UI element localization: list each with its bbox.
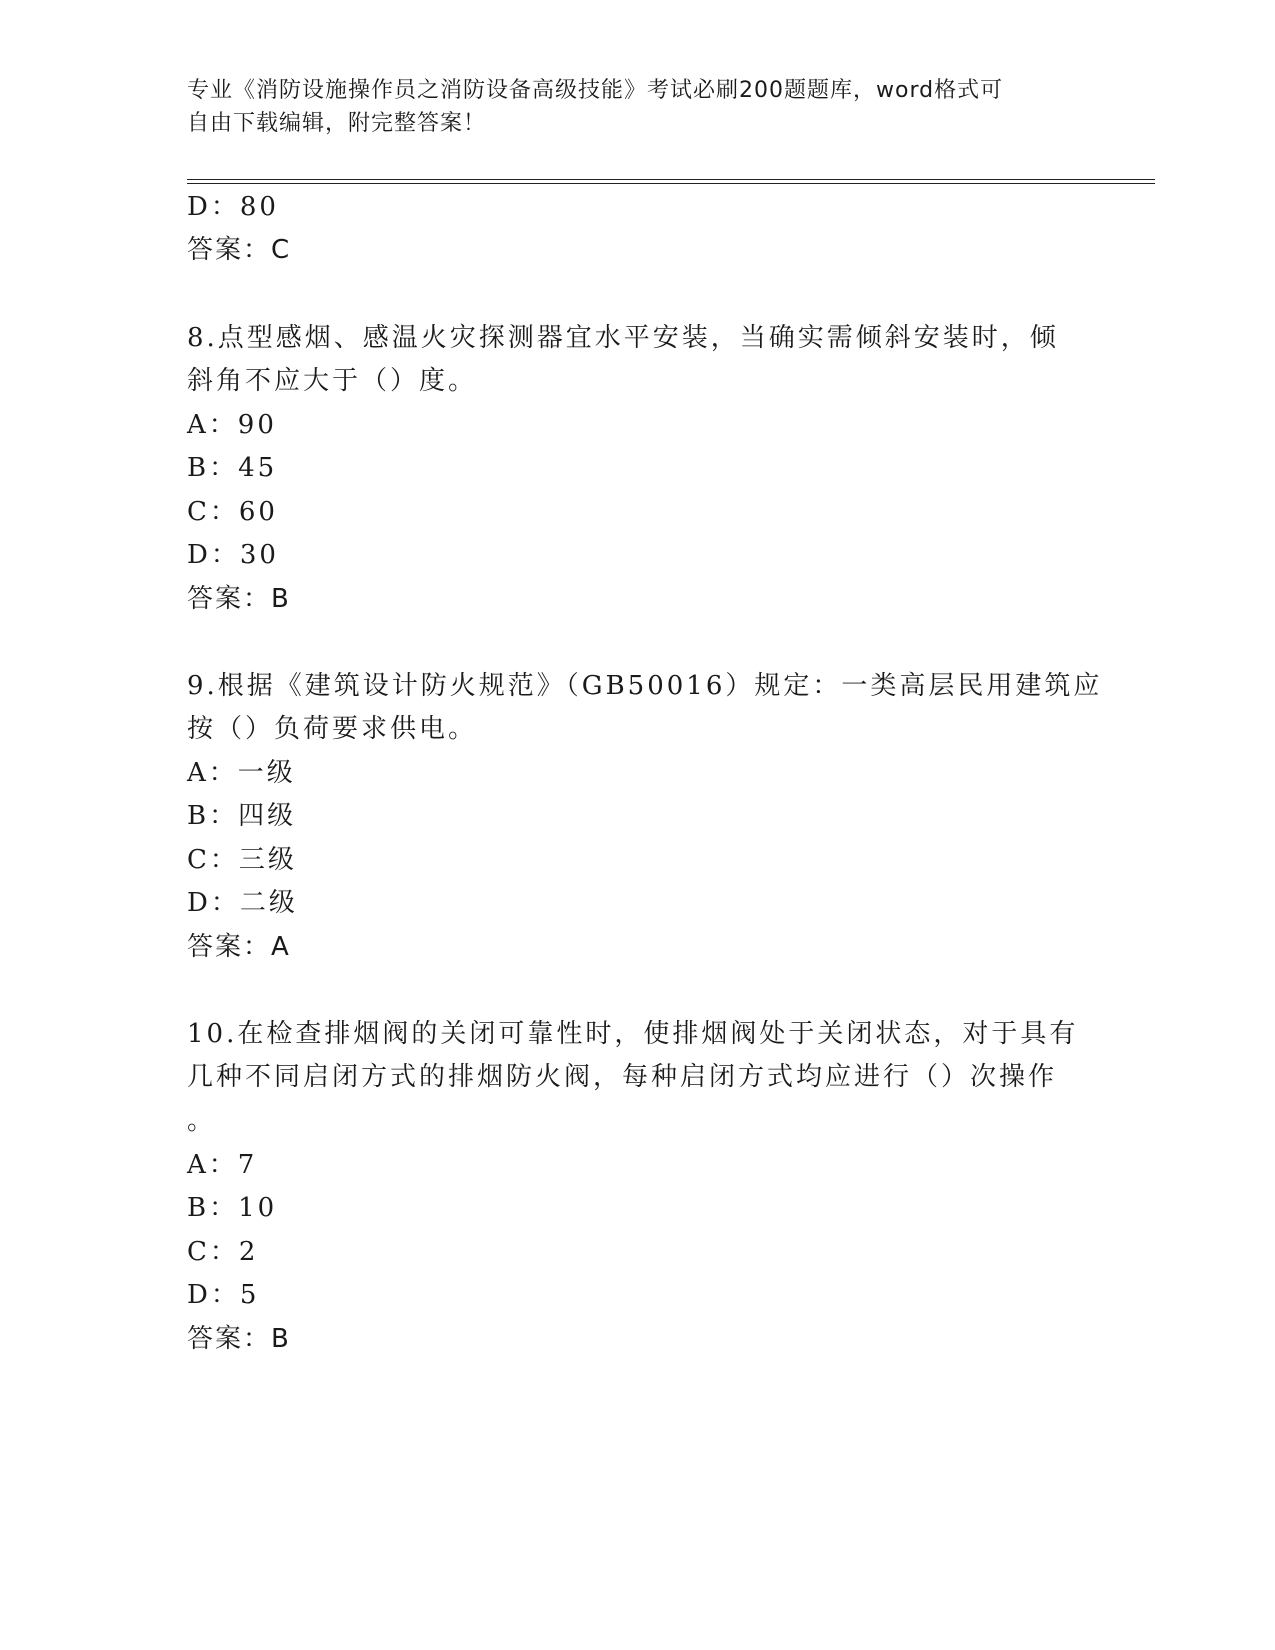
question-8-option-a: A：90 (187, 410, 277, 440)
header-divider-bottom (187, 183, 1155, 184)
question-9-option-c: C：三级 (187, 845, 297, 875)
question-10-stem-line-2: 几种不同启闭方式的排烟防火阀，每种启闭方式均应进行（）次操作 (187, 1062, 1058, 1092)
question-9-stem-line-2: 按（）负荷要求供电。 (187, 714, 478, 744)
question-8-option-d: D：30 (187, 540, 279, 570)
page-header (187, 74, 1067, 140)
question-10-stem-line-1: 10.在检查排烟阀的关闭可靠性时，使排烟阀处于关闭状态，对于具有 (187, 1019, 1079, 1049)
question-9-option-d: D：二级 (187, 888, 298, 918)
question-8-option-c: C：60 (187, 497, 278, 527)
header-divider-top (187, 179, 1155, 180)
question-10-option-d: D：5 (187, 1280, 260, 1310)
prev-answer: 答案：C (187, 235, 292, 265)
question-8-option-b: B：45 (187, 453, 278, 483)
header-title-line-2: 自由下载编辑，附完整答案！ (187, 111, 487, 136)
question-10-option-a: A：7 (187, 1150, 258, 1180)
question-8-answer: 答案：B (187, 584, 291, 614)
question-10-stem-line-3: 。 (187, 1106, 217, 1136)
prev-option-d: D：80 (187, 192, 279, 222)
question-10-answer: 答案：B (187, 1324, 291, 1354)
header-title-line-1: 专业《消防设施操作员之消防设备高级技能》考试必刷200题题库，word格式可 (187, 78, 1004, 103)
question-9-stem-line-1: 9.根据《建筑设计防火规范》（GB50016）规定：一类高层民用建筑应 (187, 671, 1103, 701)
question-9-option-b: B：四级 (187, 801, 297, 831)
question-8-stem-line-1: 8.点型感烟、感温火灾探测器宜水平安装，当确实需倾斜安装时，倾 (187, 323, 1059, 353)
question-10-option-c: C：2 (187, 1237, 259, 1267)
question-9-answer: 答案：A (187, 932, 291, 962)
question-8-stem-line-2: 斜角不应大于（）度。 (187, 366, 478, 396)
question-9-option-a: A：一级 (187, 758, 296, 788)
question-10-option-b: B：10 (187, 1193, 278, 1223)
